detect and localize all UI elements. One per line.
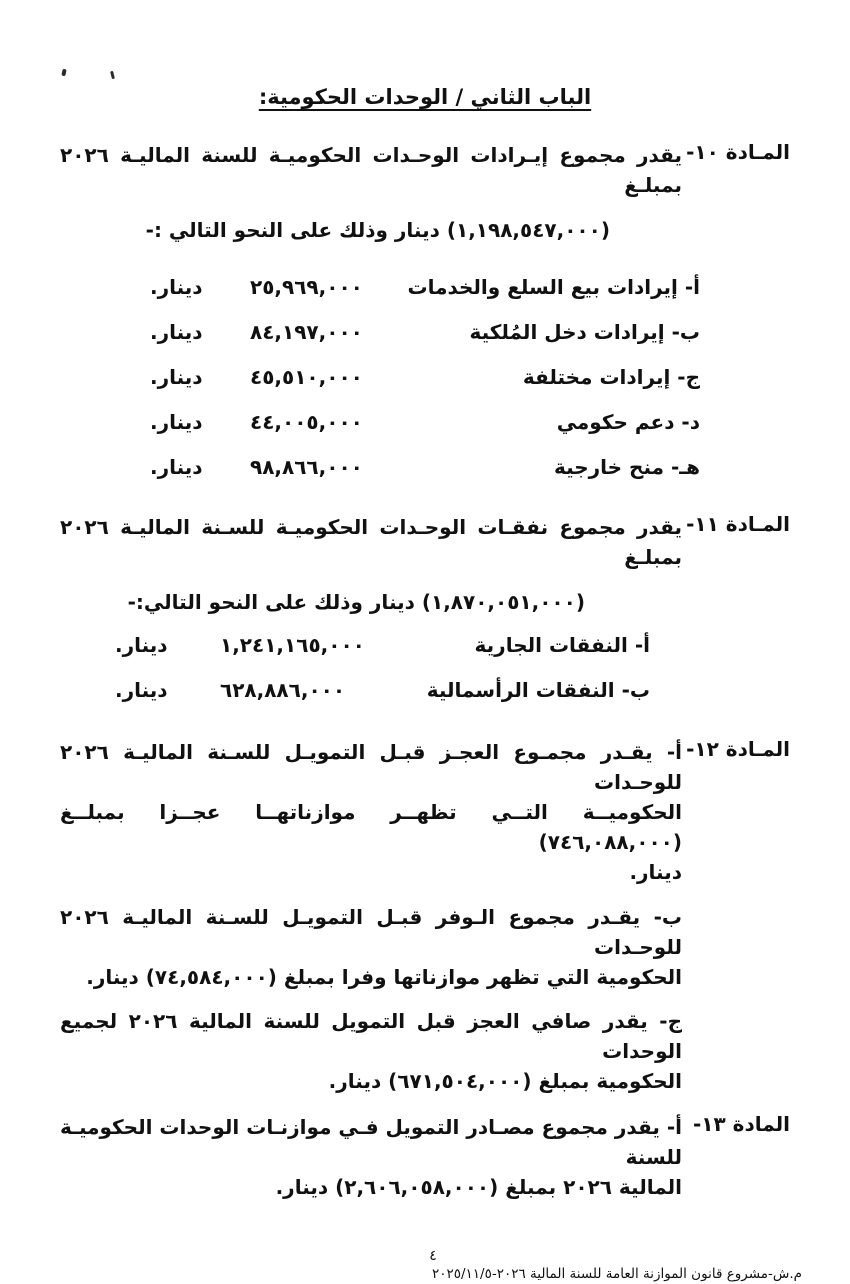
paragraph-line: ب- يقـدر مجموع الـوفر قبـل التمويـل للسـنة الماليـة ٢٠٢٦ للوحـدات <box>60 905 682 959</box>
item-label: ب- النفقات الرأسمالية <box>426 678 650 702</box>
footer-note: م.ش-مشروع قانون الموازنة العامة للسنة المالية ٢٠٢٦-٢٠٢٥/١١/٥ <box>431 1266 802 1282</box>
table-row <box>115 678 650 723</box>
table-row <box>150 275 700 320</box>
item-unit: دينار. <box>150 320 203 344</box>
article-number: المادة ١٣- <box>692 1112 790 1136</box>
article-12 <box>60 737 790 1096</box>
item-label: هـ- منح خارجية <box>553 455 700 479</box>
article-11-opening <box>60 512 790 572</box>
table-row <box>115 633 650 678</box>
paragraph-line: أ- يقـدر مجمـوع العجـز قبـل التمويـل للسـنة الماليـة ٢٠٢٦ للوحـدات <box>60 740 682 794</box>
paragraph-a <box>60 1112 682 1202</box>
article-intro-line: يقدر مجموع إيـرادات الوحـدات الحكوميـة للسنة الماليـة ٢٠٢٦ بمبلـغ <box>60 143 682 197</box>
scan-artifact-mark <box>110 71 115 79</box>
article-number: المـادة ١٠- <box>686 140 790 164</box>
paragraph-c <box>60 1006 682 1096</box>
table-row <box>150 455 700 500</box>
article-10 <box>60 140 790 500</box>
article-number: المـادة ١٢- <box>686 737 790 761</box>
paragraph-line: ج- يقدر صافي العجز قبل التمويل للسنة المالية ٢٠٢٦ لجميع الوحدات <box>60 1009 682 1063</box>
paragraph-b <box>60 902 682 992</box>
item-label: أ- إيرادات بيع السلع والخدمات <box>407 275 700 299</box>
paragraph-line: الحكومية بمبلغ (٦٧١,٥٠٤,٠٠٠) دينار. <box>328 1069 682 1093</box>
paragraph-line: المالية ٢٠٢٦ بمبلغ (٢,٦٠٦,٠٥٨,٠٠٠) دينار. <box>275 1175 682 1199</box>
paragraph-line: الحكوميــة التــي تظهــر موازناتهــا عجــزا بمبلــغ (٧٤٦,٠٨٨,٠٠٠) <box>60 800 682 854</box>
item-amount: ٦٢٨,٨٨٦,٠٠٠ <box>220 678 346 702</box>
revenue-items-table <box>150 275 700 500</box>
page-footer <box>60 1248 802 1284</box>
item-amount: ٤٤,٠٠٥,٠٠٠ <box>250 410 363 434</box>
expense-items-table <box>115 633 650 723</box>
item-unit: دينار. <box>150 410 203 434</box>
total-amount-line: (١,٨٧٠,٠٥١,٠٠٠) دينار وذلك على النحو التالي:- <box>127 590 585 614</box>
item-amount: ٩٨,٨٦٦,٠٠٠ <box>250 455 363 479</box>
total-amount-line: (١,١٩٨,٥٤٧,٠٠٠) دينار وذلك على النحو التالي :- <box>145 218 610 242</box>
page-number: ٤ <box>429 1248 437 1264</box>
paragraph-line: الحكومية التي تظهر موازناتها وفرا بمبلغ (٧٤,٥٨٤,٠٠٠) دينار. <box>86 965 682 989</box>
item-unit: دينار. <box>150 455 203 479</box>
item-amount: ٨٤,١٩٧,٠٠٠ <box>250 320 363 344</box>
item-label: ج- إيرادات مختلفة <box>522 365 700 389</box>
item-label: د- دعم حكومي <box>556 410 700 434</box>
item-amount: ١,٢٤١,١٦٥,٠٠٠ <box>220 633 365 657</box>
page-title: الباب الثاني / الوحدات الحكومية: <box>258 85 592 109</box>
paragraph-a <box>60 737 682 887</box>
item-amount: ٤٥,٥١٠,٠٠٠ <box>250 365 363 389</box>
article-intro-line: يقدر مجموع نفقـات الوحـدات الحكوميـة للسـنة الماليـة ٢٠٢٦ بمبلـغ <box>60 515 682 569</box>
item-unit: دينار. <box>115 678 168 702</box>
article-number: المـادة ١١- <box>686 512 790 536</box>
table-row <box>150 320 700 365</box>
item-label: ب- إيرادات دخل المُلكية <box>469 320 700 344</box>
item-unit: دينار. <box>150 365 203 389</box>
scan-artifact-mark <box>61 69 66 77</box>
item-unit: دينار. <box>115 633 168 657</box>
item-unit: دينار. <box>150 275 203 299</box>
paragraph-line: أ- يقدر مجموع مصـادر التمويل فـي موازنـات الوحدات الحكوميـة للسنة <box>60 1115 682 1169</box>
table-row <box>150 410 700 455</box>
article-12-body <box>60 737 682 1096</box>
table-row <box>150 365 700 410</box>
article-13 <box>60 1112 790 1202</box>
article-11 <box>60 512 790 723</box>
item-label: أ- النفقات الجارية <box>474 633 650 657</box>
paragraph-line: دينار. <box>629 860 682 884</box>
article-13-body <box>60 1112 682 1202</box>
item-amount: ٢٥,٩٦٩,٠٠٠ <box>250 275 363 299</box>
article-10-opening <box>60 140 790 200</box>
